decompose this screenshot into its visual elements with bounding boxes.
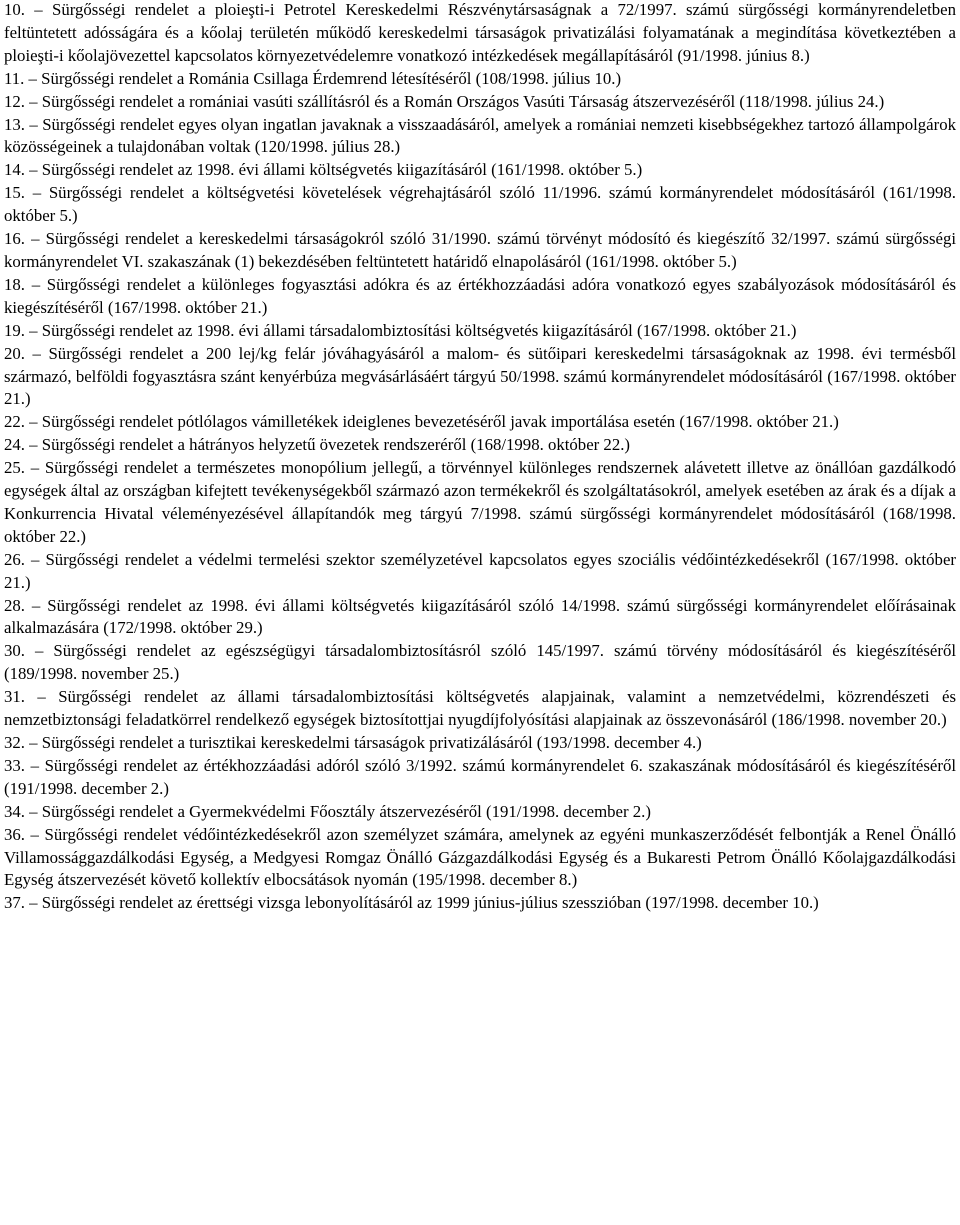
decree-entry-13: 13. – Sürgősségi rendelet egyes olyan ingatlan javaknak a visszaadásáról, amelyek a romániai nemzeti kisebbségekhez tartozó állampolgárok közösségeinek a tulajdonában voltak (120/1998. július 28.) bbox=[4, 114, 956, 157]
decree-entry-37: 37. – Sürgősségi rendelet az érettségi vizsga lebonyolításáról az 1999 június-július szesszióban (197/1998. december 10.) bbox=[4, 893, 819, 913]
decree-entry-19: 19. – Sürgősségi rendelet az 1998. évi állami társadalombiztosítási költségvetés kiigazításáról (167/1998. október 21.) bbox=[4, 320, 797, 340]
decree-entry-26: 26. – Sürgősségi rendelet a védelmi termelési szektor személyzetével kapcsolatos egyes szociális védőintézkedésekről (167/1998. október 21.) bbox=[4, 549, 956, 592]
decree-entry-15: 15. – Sürgősségi rendelet a költségvetési követelések végrehajtásáról szóló 11/1996. számú kormányrendelet módosításáról (161/1998. október 5.) bbox=[4, 183, 956, 226]
decree-entry-34: 34. – Sürgősségi rendelet a Gyermekvédelmi Főosztály átszervezéséről (191/1998. december 2.) bbox=[4, 801, 651, 821]
decree-entry-11: 11. – Sürgősségi rendelet a Románia Csillaga Érdemrend létesítéséről (108/1998. július 10.) bbox=[4, 68, 622, 88]
decree-entry-33: 33. – Sürgősségi rendelet az értékhozzáadási adóról szóló 3/1992. számú kormányrendelet 6. szakaszának módosításáról és kiegészítéséről (191/1998. december 2.) bbox=[4, 755, 956, 798]
decree-entry-28: 28. – Sürgősségi rendelet az 1998. évi állami költségvetés kiigazításáról szóló 14/1998. számú sürgősségi kormányrendelet előírásainak alkalmazására (172/1998. október 29.) bbox=[4, 595, 956, 638]
decree-entry-24: 24. – Sürgősségi rendelet a hátrányos helyzetű övezetek rendszeréről (168/1998. október 22.) bbox=[4, 435, 630, 455]
decree-entry-18: 18. – Sürgősségi rendelet a különleges fogyasztási adókra és az értékhozzáadási adóra vonatkozó egyes szabályozások módosításáról és kiegészítéséről (167/1998. október 21.) bbox=[4, 274, 956, 317]
decree-entry-31: 31. – Sürgősségi rendelet az állami társadalombiztosítási költségvetés alapjainak, valamint a nemzetvédelmi, közrendészeti és nemzetbiztonsági feladatkörrel rendelkező egységek biztosítottjai nyugdíjfolyósítási alapjainak az összevonásáról (186/1998. november 20.) bbox=[4, 687, 956, 730]
decree-entry-16: 16. – Sürgősségi rendelet a kereskedelmi társaságokról szóló 31/1990. számú törvényt módosító és kiegészítő 32/1997. számú sürgősségi kormányrendelet VI. szakaszának (1) bekezdésében feltüntetett határidő elnapolásáról (161/1998. október 5.) bbox=[4, 229, 956, 271]
decree-entry-36: 36. – Sürgősségi rendelet védőintézkedésekről azon személyzet számára, amelynek az egyéni munkaszerződését felbontják a Renel Önálló Villamossággazdálkodási Egység, a Medgyesi Romgaz Önálló Gázgazdálkodási Egység és a Bukaresti Petrom Önálló Kőolajgazdálkodási Egység átszervezését követő kollektív elbocsátások nyomán (195/1998. december 8.) bbox=[4, 824, 956, 890]
document-page bbox=[4, 0, 956, 915]
decree-entry-22: 22. – Sürgősségi rendelet pótlólagos vámilletékek ideiglenes bevezetéséről javak importálása esetén (167/1998. október 21.) bbox=[4, 412, 839, 432]
decree-entry-25: 25. – Sürgősségi rendelet a természetes monopólium jellegű, a törvénnyel különleges rendszernek alávetett illetve az önállóan gazdálkodó egységek által az országban kifejtett tevékenységekből származó azon termékekről és szolgáltatásokról, amelyek esetében az árak és a díjak a Konkurrencia Hivatal véleményezésével állapítandók meg tárgyú 7/1998. számú sürgősségi kormányrendelet módosításáról (168/1998. október 22.) bbox=[4, 458, 956, 546]
decree-entry-30: 30. – Sürgősségi rendelet az egészségügyi társadalombiztosításról szóló 145/1997. számú törvény módosításáról és kiegészítéséről (189/1998. november 25.) bbox=[4, 641, 956, 684]
decree-entry-12: 12. – Sürgősségi rendelet a romániai vasúti szállításról és a Román Országos Vasúti Társaság átszervezéséről (118/1998. július 24.) bbox=[4, 91, 885, 111]
decree-entry-32: 32. – Sürgősségi rendelet a turisztikai kereskedelmi társaságok privatizálásáról (193/1998. december 4.) bbox=[4, 733, 702, 752]
decree-entry-14: 14. – Sürgősségi rendelet az 1998. évi állami költségvetés kiigazításáról (161/1998. október 5.) bbox=[4, 160, 643, 180]
decree-entry-20: 20. – Sürgősségi rendelet a 200 lej/kg felár jóváhagyásáról a malom- és sütőipari kereskedelmi társaságoknak az 1998. évi termésből származó, belföldi fogyasztásra szánt kenyérbúza megvásárlásáért tárgyú 50/1998. számú kormányrendelet módosításáról (167/1998. október 21.) bbox=[4, 343, 956, 409]
decree-entry-10: 10. – Sürgősségi rendelet a ploieşti-i Petrotel Kereskedelmi Részvénytársaságnak a 72/1997. számú sürgősségi kormányrendeletben feltüntetett adósságára és a kőolaj területén működő kereskedelmi társaságok privatizálási folyamatának a megindítása következtében a ploieşti-i kőolajövezettel kapcsolatos környezetvédelemre vonatkozó intézkedések megállapításáról (91/1998. június 8.) bbox=[4, 0, 956, 65]
